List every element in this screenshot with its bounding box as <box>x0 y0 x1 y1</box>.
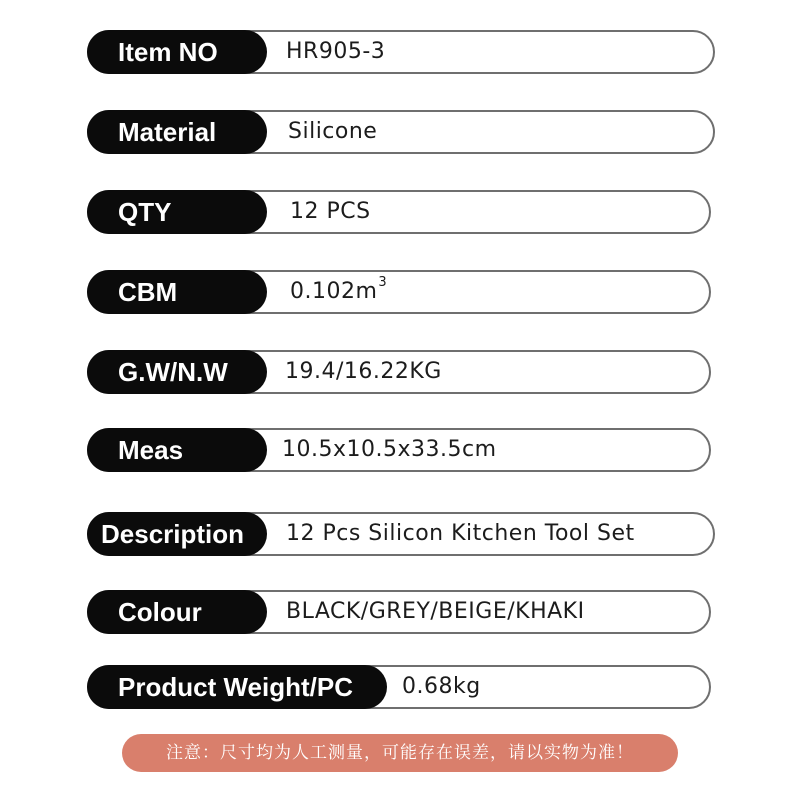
spec-row-colour <box>87 590 711 634</box>
spec-label: Description <box>87 512 267 556</box>
cbm-value: 0.102m <box>290 279 378 304</box>
spec-row-cbm <box>87 270 711 314</box>
spec-value: HR905-3 <box>286 39 386 64</box>
spec-label: Meas <box>87 428 267 472</box>
spec-value: BLACK/GREY/BEIGE/KHAKI <box>286 599 585 624</box>
spec-value: Silicone <box>288 119 378 144</box>
spec-value: 19.4/16.22KG <box>285 359 442 384</box>
spec-label: Product Weight/PC <box>87 665 387 709</box>
spec-row-meas <box>87 428 711 472</box>
spec-label: QTY <box>87 190 267 234</box>
spec-row-product-weight <box>87 665 711 709</box>
spec-row-description <box>87 512 715 556</box>
spec-label: CBM <box>87 270 267 314</box>
spec-value: 12 PCS <box>290 199 371 224</box>
spec-value <box>290 272 387 312</box>
spec-value: 12 Pcs Silicon Kitchen Tool Set <box>286 521 635 546</box>
spec-label: G.W/N.W <box>87 350 267 394</box>
measurement-notice: 注意：尺寸均为人工测量，可能存在误差，请以实物为准！ <box>122 734 678 772</box>
spec-label: Item NO <box>87 30 267 74</box>
spec-row-material <box>87 110 715 154</box>
spec-label: Colour <box>87 590 267 634</box>
cubic-superscript: 3 <box>378 275 388 290</box>
spec-row-item-no <box>87 30 715 74</box>
spec-label: Material <box>87 110 267 154</box>
spec-value: 10.5x10.5x33.5cm <box>282 437 497 462</box>
spec-row-gw-nw <box>87 350 711 394</box>
spec-row-qty <box>87 190 711 234</box>
spec-value: 0.68kg <box>402 674 481 699</box>
